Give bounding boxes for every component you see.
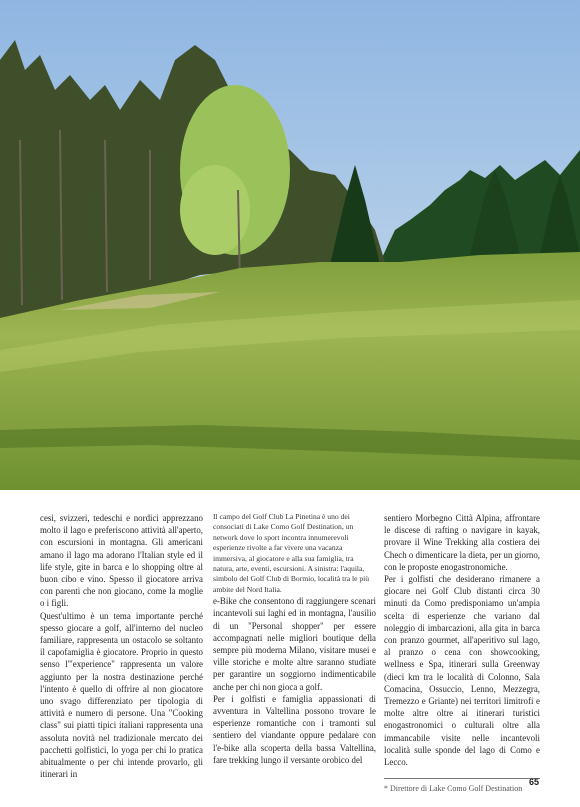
paragraph: sentiero Morbegno Città Alpina, affrontare le discese di rafting o navigare in kayak, provare il Wine Trekking alla costiera dei Chech o dimenticare la dieta, per un giorno, con le proposte enogastronomiche. [384,513,540,572]
paragraph: cesi, svizzeri, tedeschi e nordici apprezzano molto il lago e preferiscono attività all'aperto, con escursioni in montagna. Gli americani amano il lago ma adorano l'Italian style ed il life style, gite in barca e lo shopping oltre al buon cibo e vino. Spesso il giocatore arriva con parenti che non giocano, come la moglie o i figli. [40,513,203,609]
text-column-3 [384,512,540,794]
footnote-divider [384,778,540,779]
page-number: 65 [528,777,539,787]
paragraph: Quest'ultimo è un tema importante perché spesso giocare a golf, all'interno del nucleo familiare, rappresenta un ostacolo se soltanto il capofamiglia è giocatore. Proprio in questo senso l'"experience" rappresenta un valore aggiunto per la nostra destinazione perché l'intento è quello di offrire al non giocatore uno svago differenziato per tipologia di attività e numero di persone. Una "Cooking class" sui piatti tipici italiani rappresenta una assoluta novità nel tradizionale mercato dei pacchetti golfistici, lo yoga per chi lo pratica abitualmente o per chi intende provarlo, gli itinerari in [40,610,203,780]
paragraph: e-Bike che consentono di raggiungere scenari incantevoli sui laghi ed in montagna, l'ausilio di un "Personal shopper" per essere accompagnati nelle migliori boutique della sempre più moderna Milano, visitare musei e ville storiche e molte altre saranno studiate per garantire un soggiorno indimenticabile anche per chi non gioca a golf. [213,596,376,692]
paragraph: Per i golfisti che desiderano rimanere a giocare nei Golf Club distanti circa 30 minuti da Como predisponiamo un'ampia scelta di esperienze che variano dal noleggio di imbarcazioni, alla gita in barca con pranzo gourmet, all'aperitivo sul lago, al pranzo o cena con showcooking, wellness e Spa, itinerari sulla Greenway (dieci km tra le località di Colonno, Sala Comacina, Ossuccio, Lenno, Mezzegra, Tremezzo e Griante) nei territori limitrofi e molte altre oltre ai itinerari turistici enogastronomici o culturali oltre alla immancabile visite nelle incantevoli località sulle sponde del lago di Como e Lecco. [384,574,540,768]
author-footnote: * Direttore di Lake Como Golf Destination [384,784,523,794]
paragraph: Per i golfisti e famiglia appassionati di avventura in Valtellina possono trovare le esperienze romantiche con i tramonti sul sentiero del viandante oppure pedalare con l'e-bike alla scoperta della bassa Valtellina, fare trekking lungo il versante orobico del [213,693,376,765]
text-column-1 [40,512,203,780]
photo-caption: Il campo del Golf Club La Pinetina è uno dei consociati di Lake Como Golf Destination, un network dove lo sport incontra innumerevoli esperienze rivolte a far vivere una vacanza immersiva, al giocatore e alla sua famiglia, tra natura, arte, eventi, escursioni. A sinistra: l'aquila, simbolo del Golf Club di Bormio, località tra le più ambite del Nord Italia. [213,512,370,594]
text-column-2 [213,512,376,766]
